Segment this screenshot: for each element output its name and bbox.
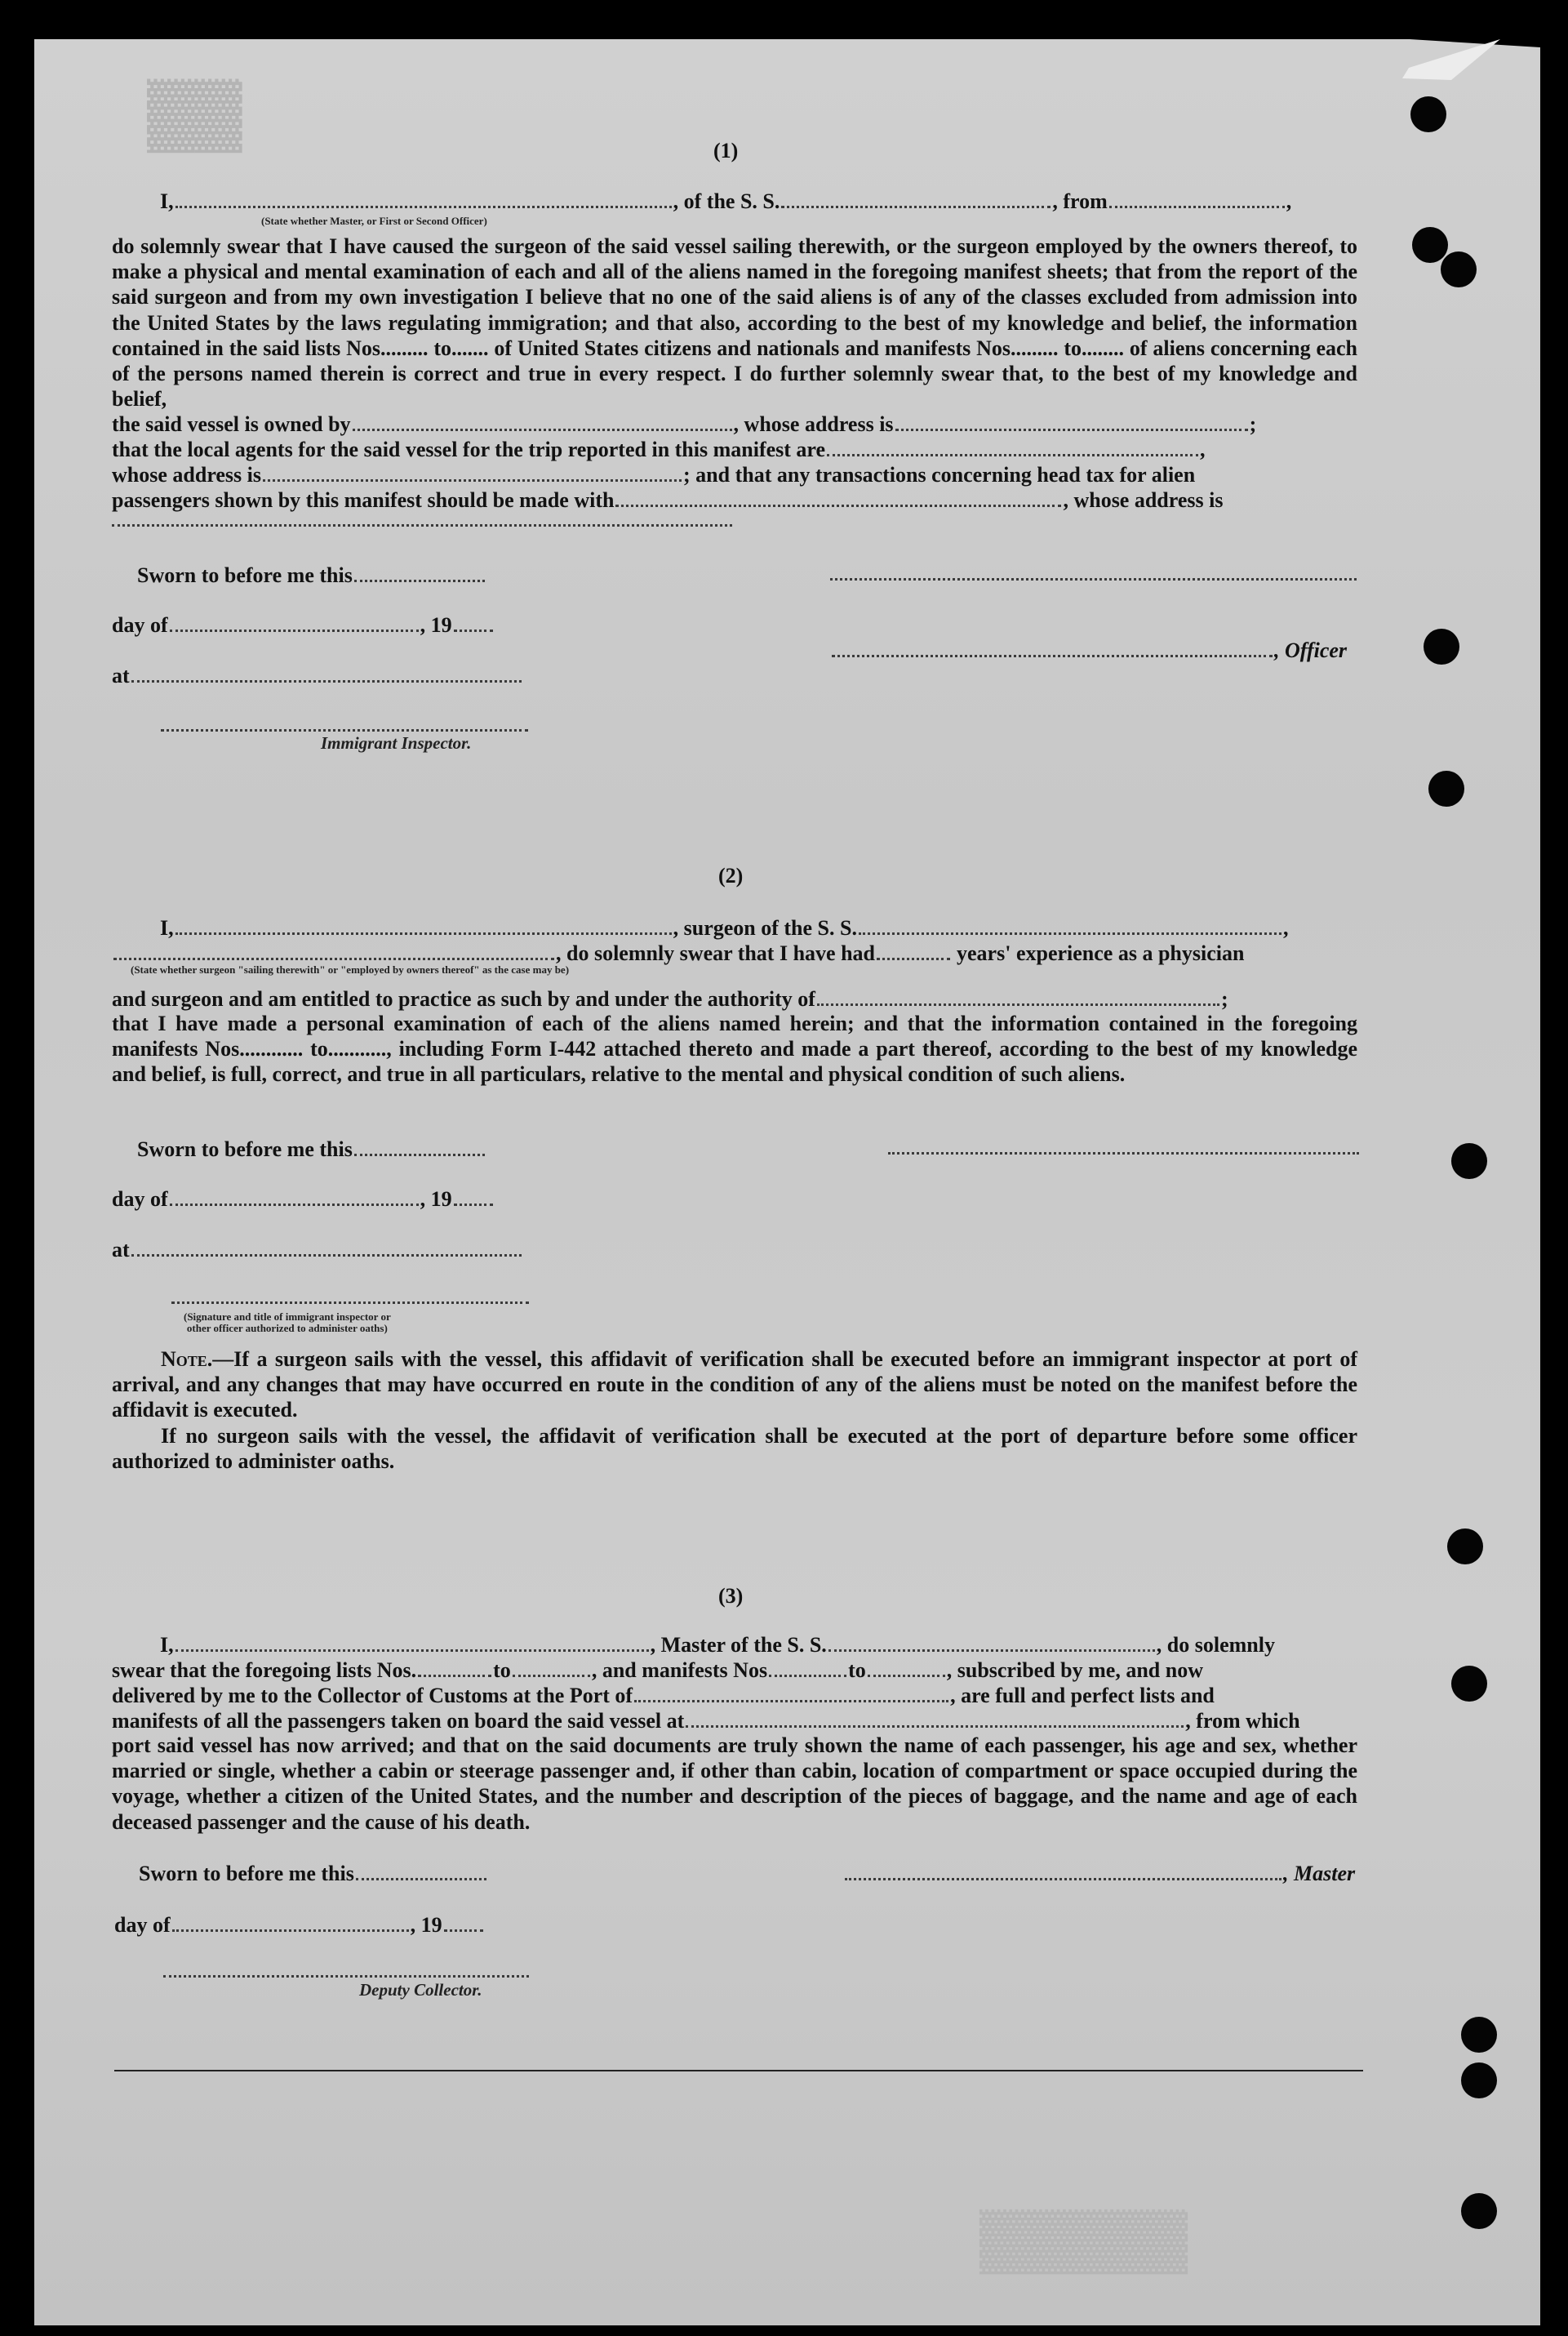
sworn-line-2 — [137, 1136, 486, 1162]
punch-hole — [1410, 96, 1446, 132]
section-2-heading: (2) — [718, 864, 744, 888]
sworn-date-blank — [356, 1860, 486, 1880]
signature-note — [184, 1311, 391, 1334]
month-blank — [172, 1911, 409, 1932]
lists-from-blank — [418, 1657, 491, 1677]
punch-hole — [1461, 2017, 1497, 2053]
day-of-label: day of — [112, 1187, 168, 1211]
comma: , — [1286, 189, 1292, 213]
agents-address-line — [112, 461, 1195, 487]
semicolon: ; — [1220, 987, 1228, 1011]
note-text-2: If no surgeon sails with the vessel, the affidavit of verification shall be executed at the port of departure before some officer authorized to administer oaths. — [112, 1423, 1357, 1473]
day-of-line-3 — [114, 1911, 485, 1938]
section-2-paragraph: that I have made a personal examination of each of the aliens named herein; and that the information contained in the foregoing manifests Nos............ to..........., including Form I-442 attached thereto and made a part thereof, according to the best of my knowledge and belief, is full, correct, and true in all particulars, relative to the mental and physical condition of such aliens. — [112, 1012, 1357, 1087]
master-sig-label: , Master — [1283, 1862, 1356, 1885]
surgeon-name-blank — [175, 914, 672, 935]
head-tax-text: ; and that any transactions concerning head tax for alien — [683, 463, 1196, 487]
year-blank — [444, 1911, 483, 1932]
to-label: to — [848, 1658, 866, 1682]
bleed-through-smudge: ▓▓▓▓▓ — [979, 2205, 1188, 2269]
from-port-blank — [1109, 188, 1285, 208]
passengers-line — [112, 487, 1223, 513]
punch-hole — [1412, 227, 1448, 263]
pronoun-i: I, — [160, 916, 174, 940]
head-tax-contact-blank — [615, 487, 1061, 507]
section-3-line-3 — [112, 1682, 1215, 1708]
at-label: at — [112, 664, 130, 687]
local-agents-label: that the local agents for the said vessel for the trip reported in this manifest are — [112, 438, 826, 461]
full-lists-text: , are full and perfect lists and — [950, 1684, 1215, 1707]
punch-hole — [1461, 2193, 1497, 2229]
whose-address-label: , whose address is — [733, 412, 894, 436]
section-1-line-1 — [160, 188, 1291, 214]
manifests-to-blank — [868, 1657, 945, 1677]
lists-to-blank — [513, 1657, 590, 1677]
sworn-label: Sworn to before me this — [137, 563, 353, 587]
officer-rank-blank — [175, 188, 672, 208]
sworn-date-blank — [354, 562, 485, 582]
delivered-text: delivered by me to the Collector of Customs at the Port of — [112, 1684, 633, 1707]
year-label: , 19 — [410, 1913, 442, 1937]
owned-by-line — [112, 411, 1256, 437]
sworn-line-1 — [137, 562, 486, 588]
semicolon: ; — [1249, 412, 1257, 436]
owner-address-blank — [895, 411, 1248, 431]
at-place-blank — [131, 662, 522, 683]
section-2-line-1 — [160, 914, 1288, 941]
officer-line — [830, 637, 1347, 663]
pronoun-i: I, — [160, 1633, 174, 1657]
master-signature-blank — [830, 578, 1357, 581]
month-blank — [170, 612, 419, 632]
section-1-heading: (1) — [713, 139, 739, 162]
subscribed-text: , subscribed by me, and now — [946, 1658, 1203, 1682]
section-3-line-4 — [112, 1707, 1300, 1733]
boarding-port-blank — [686, 1707, 1184, 1728]
signature-note-line-2: other officer authorized to administer oaths) — [186, 1322, 388, 1334]
owner-blank — [353, 411, 732, 431]
bleed-through-smudge: ▓▓ — [147, 74, 242, 147]
punch-hole — [1461, 2062, 1497, 2098]
inspector-signature-blank — [171, 1301, 529, 1304]
local-agents-blank — [827, 436, 1198, 456]
sworn-label: Sworn to before me this — [137, 1137, 353, 1161]
manifests-label: , and manifests Nos — [591, 1658, 768, 1682]
year-blank — [454, 612, 493, 632]
deputy-label: Deputy Collector. — [359, 1980, 482, 2000]
inspector-label: Immigrant Inspector. — [321, 733, 472, 753]
bottom-rule — [114, 2070, 1363, 2071]
of-ss-label: , of the S. S. — [673, 189, 780, 213]
officer-signature-blank — [832, 637, 1273, 657]
punch-hole — [1451, 1666, 1487, 1702]
passengers-label: passengers shown by this manifest should be made with — [112, 488, 615, 512]
master-signature-line — [843, 1860, 1355, 1886]
surgeon-label: , surgeon of the S. S. — [673, 916, 857, 940]
section-3-line-2 — [112, 1657, 1203, 1683]
deputy-signature-blank — [163, 1975, 529, 1978]
section-2-line-2 — [112, 940, 1244, 966]
whose-address-label: , whose address is — [1063, 488, 1224, 512]
at-place-blank — [131, 1236, 522, 1257]
surgeon-vessel-blank — [859, 914, 1281, 935]
year-label: , 19 — [420, 1187, 452, 1211]
comma: , — [1282, 916, 1289, 940]
section-3-paragraph: port said vessel has now arrived; and that on the said documents are truly shown the name of each passenger, his age and sex, whether married or single, whether a cabin or steerage passenger and, if other than cabin, location of compartment or space occupied during the voyage, whether a citizen of the United States, and the number and description of the pieces of baggage, and the name and age of each deceased passenger and the cause of his death. — [112, 1733, 1357, 1834]
pronoun-i: I, — [160, 189, 174, 213]
swear-text: swear that the foregoing lists Nos. — [112, 1658, 417, 1682]
year-label: , 19 — [420, 613, 452, 637]
customs-port-blank — [634, 1682, 948, 1702]
entitled-line — [112, 986, 1228, 1012]
punch-hole — [1447, 1528, 1483, 1564]
solemnly-text: , do solemnly — [1156, 1633, 1275, 1657]
officer-label: , Officer — [1274, 639, 1348, 662]
vessel-name-blank — [781, 188, 1051, 208]
year-blank — [454, 1186, 493, 1206]
owned-by-label: the said vessel is owned by — [112, 412, 351, 436]
master-name-blank — [175, 1631, 649, 1652]
section-3-line-1 — [160, 1631, 1275, 1657]
authority-blank — [817, 986, 1219, 1006]
month-blank — [170, 1186, 419, 1206]
years-text: years' experience as a physician — [957, 941, 1245, 965]
section-1-paragraph: do solemnly swear that I have caused the surgeon of the said vessel sailing therewith, or the surgeon employed by the owners thereof, to make a physical and mental examination of each and all of the aliens named in the foregoing manifest sheets; that from the report of the said surgeon and from my own investigation I believe that no one of the said aliens is of any of the classes excluded from admission into the United States by the laws regulating immigration; and that also, according to the best of my knowledge and belief, the information contained in the said lists Nos......... to....... of United States citizens and nationals and manifests Nos......... to........ of aliens concerning each of the persons named therein is correct and true in every respect. I do further solemnly swear that, to the best of my knowledge and belief, — [112, 234, 1357, 412]
to-label: to — [493, 1658, 511, 1682]
day-of-line-1 — [112, 612, 495, 638]
day-of-line-2 — [112, 1186, 495, 1212]
day-of-label: day of — [114, 1913, 171, 1937]
punch-hole — [1441, 251, 1477, 287]
note-text: —If a surgeon sails with the vessel, this affidavit of verification shall be executed before an immigrant inspector at port of arrival, and any changes that may have occurred en route in the condition of any of the aliens must be noted on the manifest before the affidavit is executed. — [112, 1347, 1357, 1422]
from-label: , from — [1052, 189, 1108, 213]
day-of-label: day of — [112, 613, 168, 637]
punch-hole — [1428, 771, 1464, 807]
master-vessel-blank — [828, 1631, 1155, 1652]
at-line-1 — [112, 662, 523, 688]
surgeon-type-note: (State whether surgeon "sailing therewith" or "employed by owners thereof" as the case may be) — [131, 963, 570, 976]
master-signature-blank — [845, 1860, 1281, 1880]
note-paragraph — [112, 1346, 1357, 1474]
manifests-text: manifests of all the passengers taken on board the said vessel at — [112, 1709, 685, 1733]
surgeon-type-blank — [113, 940, 554, 960]
surgeon-signature-blank — [888, 1152, 1359, 1155]
section-3-heading: (3) — [718, 1584, 744, 1608]
inspector-signature-blank — [161, 729, 528, 732]
agents-address-blank — [263, 461, 682, 482]
punch-hole — [1424, 629, 1459, 665]
entitled-text: and surgeon and am entitled to practice as such by and under the authority of — [112, 987, 815, 1011]
sworn-date-blank — [354, 1136, 485, 1156]
contact-address-blank — [112, 524, 732, 527]
local-agents-line — [112, 436, 1206, 462]
from-which-text: , from which — [1185, 1709, 1300, 1733]
whose-address-label: whose address is — [112, 463, 262, 487]
manifests-from-blank — [769, 1657, 846, 1677]
sworn-label: Sworn to before me this — [139, 1862, 354, 1885]
master-label: , Master of the S. S. — [650, 1633, 827, 1657]
state-whether-note: (State whether Master, or First or Second Officer) — [261, 215, 487, 227]
comma: , — [1200, 438, 1206, 461]
sworn-line-3 — [139, 1860, 488, 1886]
signature-note-line-1: (Signature and title of immigrant inspector or — [184, 1310, 391, 1323]
note-label: Note. — [161, 1347, 213, 1371]
swear-text: , do solemnly swear that I have had — [556, 941, 876, 965]
at-line-2 — [112, 1236, 523, 1262]
at-label: at — [112, 1238, 130, 1261]
punch-hole — [1451, 1143, 1487, 1179]
years-blank — [877, 940, 950, 960]
